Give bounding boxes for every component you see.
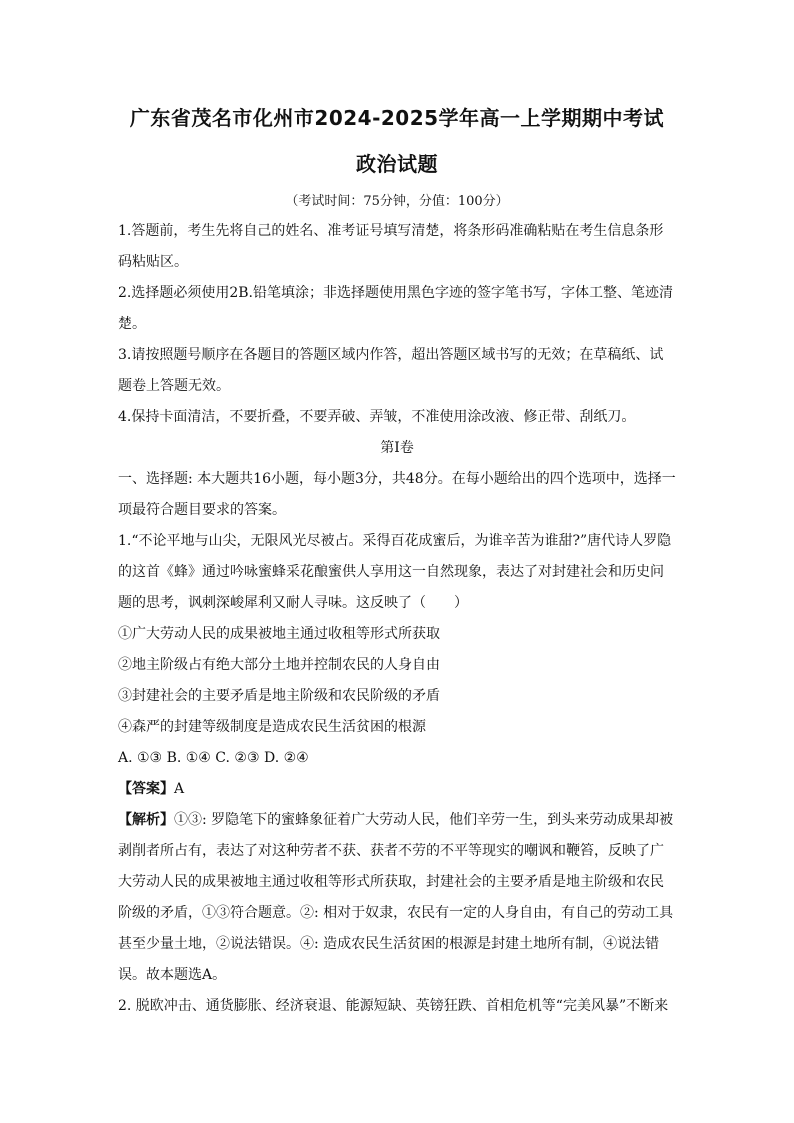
exam-info: （考试时间：75分钟，分值：100分） [285, 194, 509, 209]
answer-value: A [174, 781, 185, 797]
question-option: ②地主阶级占有绝大部分土地并控制农民的人身自由 [118, 657, 440, 673]
section-heading: 第Ⅰ卷 [380, 440, 414, 456]
question-option: ④森严的封建等级制度是造成农民生活贫困的根源 [118, 719, 426, 735]
instruction-item: 3.请按照题号顺序在各题目的答题区域内作答，超出答题区域书写的无效；在草稿纸、试题卷上答题无效。 [118, 347, 664, 394]
question-stem: 1.“不论平地与山尖，无限风光尽被占。采得百花成蜜后，为谁辛苦为谁甜?”唐代诗人罗隐的这首《蜂》通过吟咏蜜蜂采花酿蜜供人享用这一自然现象，表达了对封建社会和历史问题的思考，讽刺深峻犀利又耐人寻味。这反映了（ ） [118, 533, 672, 611]
instruction-item: 4.保持卡面清洁，不要折叠，不要弄破、弄皱，不准使用涂改液、修正带、刮纸刀。 [118, 409, 636, 425]
answer-label: 【答案】 [118, 781, 174, 797]
analysis-label: 【解析】 [118, 812, 174, 828]
instruction-item: 1.答题前，考生先将自己的姓名、准考证号填写清楚，将条形码准确粘贴在考生信息条形码粘贴区。 [118, 223, 664, 270]
analysis-text: ①③: 罗隐笔下的蜜蜂象征着广大劳动人民，他们辛劳一生，到头来劳动成果却被剥削者所占有，表达了对这种劳者不获、获者不劳的不平等现实的嘲讽和鞭笞，反映了广大劳动人民的成果被地主通过收租等形式所获取，封建社会的主要矛盾是地主阶级和农民阶级的矛盾，①③符合题意。②: 相对于奴隶，农民有一定的人身自由，有自己的劳动工具甚至少量土地，②说法错误。④: 造成农民生活贫困的根源是封建土地所有制，④说法错误。故本题选A。 [118, 812, 674, 983]
question-option: ③封建社会的主要矛盾是地主阶级和农民阶级的矛盾 [118, 688, 440, 704]
document-subtitle: 政治试题 [356, 152, 438, 176]
question-stem: 2. 脱欧冲击、通货膨胀、经济衰退、能源短缺、英镑狂跌、首相危机等“完美风暴”不断来 [118, 998, 669, 1014]
instruction-item: 2.选择题必须使用2B.铅笔填涂；非选择题使用黑色字迹的签字笔书写，字体工整、笔迹清楚。 [118, 285, 674, 332]
answer-line [118, 774, 676, 805]
question-choices: A. ①③ B. ①④ C. ②③ D. ②④ [118, 750, 309, 766]
analysis-paragraph [118, 805, 676, 991]
section-intro: 一、选择题: 本大题共16小题，每小题3分，共48分。在每小题给出的四个选项中，选择一项最符合题目要求的答案。 [118, 471, 676, 518]
document-title: 广东省茂名市化州市2024-2025学年高一上学期期中考试 [129, 106, 665, 130]
question-option: ①广大劳动人民的成果被地主通过收租等形式所获取 [118, 626, 440, 642]
